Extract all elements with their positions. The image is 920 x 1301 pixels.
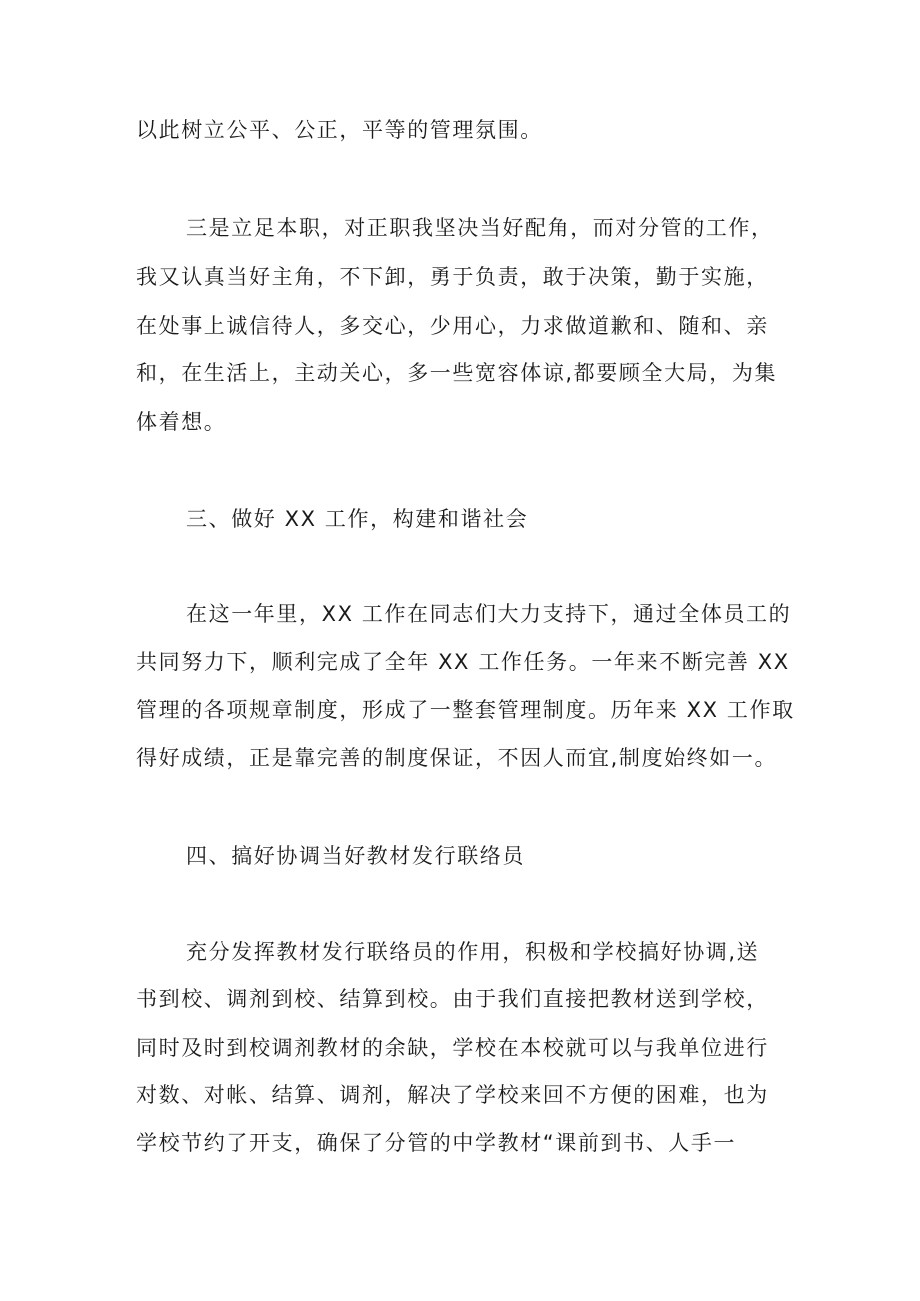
paragraph-line: 和，在生活上，主动关心，多一些宽容体谅,都要顾全大局，为集 [136, 361, 778, 385]
paragraph-line: 得好成绩，正是靠完善的制度保证，不因人而宜,制度始终如一。 [136, 746, 778, 770]
paragraph-line: 同时及时到校调剂教材的余缺，学校在本校就可以与我单位进行 [136, 1036, 769, 1060]
paragraph-line: 充分发挥教材发行联络员的作用，积极和学校搞好协调,送 [186, 940, 760, 964]
paragraph-line: 对数、对帐、结算、调剂，解决了学校来回不方便的困难，也为 [136, 1083, 769, 1107]
paragraph-line: 以此树立公平、公正，平等的管理氛围。 [136, 118, 543, 142]
paragraph-line: 三是立足本职，对正职我坚决当好配角，而对分管的工作， [186, 216, 774, 240]
section-heading: 四、搞好协调当好教材发行联络员 [186, 844, 525, 868]
paragraph-line: 书到校、调剂到校、结算到校。由于我们直接把教材送到学校， [136, 987, 769, 1011]
paragraph-line: 共同努力下，顺利完成了全年 XX 工作任务。一年来不断完善 XX [136, 650, 790, 674]
paragraph-line: 我又认真当好主角，不下卸，勇于负责，敢于决策，勤于实施， [136, 265, 769, 289]
paragraph-line: 在处事上诚信待人，多交心，少用心，力求做道歉和、随和、亲 [136, 314, 769, 338]
paragraph-line: 管理的各项规章制度，形成了一整套管理制度。历年来 XX 工作取 [136, 698, 795, 722]
paragraph-line: 体着想。 [136, 410, 227, 434]
paragraph-line: 在这一年里，XX 工作在同志们大力支持下，通过全体员工的 [186, 602, 792, 626]
section-heading: 三、做好 XX 工作，构建和谐社会 [186, 507, 529, 531]
paragraph-line: 学校节约了开支，确保了分管的中学教材“课前到书、人手一 [136, 1131, 737, 1155]
